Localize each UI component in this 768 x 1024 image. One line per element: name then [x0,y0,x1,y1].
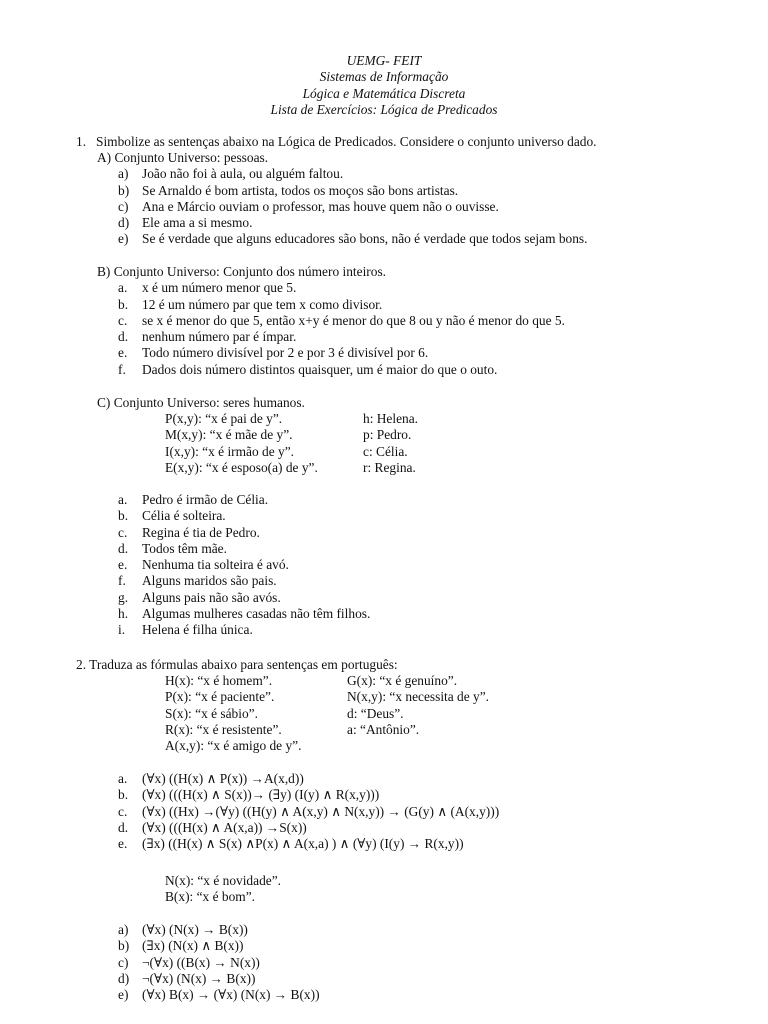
list-item: h. Algumas mulheres casadas não têm filhos. [118,606,371,622]
definition-row: I(x,y): “x é irmão de y”. c: Célia. [165,443,408,459]
list-item: d) Ele ama a si mesmo. [118,215,253,231]
list-item: e. Nenhuma tia solteira é avó. [118,557,289,573]
definition-row: B(x): “x é bom”. [165,889,255,905]
list-item: a) (∀x) (N(x) → B(x)) [118,922,248,937]
list-item: b. Célia é solteira. [118,508,226,524]
list-item: c) ¬(∀x) ((B(x) → N(x)) [118,954,260,970]
question-2 [76,657,398,673]
section-a [97,150,587,248]
subject-name: Lógica e Matemática Discreta [302,85,466,101]
list-item: e. (∃x) ((H(x) ∧ S(x) ∧P(x) ∧ A(x,a) ) ∧ (∀y) (I(y) → R(x,y)) [118,836,464,852]
predicate-definitions [165,873,281,906]
definition-row: E(x,y): “x é esposo(a) de y”. r: Regina. [165,459,416,475]
question-text: Simbolize as sentenças abaixo na Lógica de Predicados. Considere o conjunto universo dado. [96,134,597,149]
document-header [0,53,768,118]
section-c [97,395,305,411]
list-item: d) ¬(∀x) (N(x) → B(x)) [118,970,256,986]
document-title: Lista de Exercícios: Lógica de Predicados [270,101,498,117]
definition-row: A(x,y): “x é amigo de y”. [165,738,302,754]
section-title: A) Conjunto Universo: pessoas. [97,150,269,165]
definition-row: M(x,y): “x é mãe de y”. p: Pedro. [165,427,412,443]
definition-row: P(x,y): “x é pai de y”. h: Helena. [165,411,419,426]
list-item: b. 12 é um número par que tem x como divisor. [118,296,383,312]
list-item: a. x é um número menor que 5. [118,280,297,296]
list-item: e) Se é verdade que alguns educadores são bons, não é verdade que todos sejam bons. [118,231,588,247]
list-item: b) (∃x) (N(x) ∧ B(x)) [118,938,244,954]
predicate-definitions [165,673,490,754]
list-item: i. Helena é filha única. [118,622,253,638]
institution-name: UEMG- FEIT [346,53,422,68]
definition-row: R(x): “x é resistente”. a: “Antônio”. [165,721,420,737]
question-text: 2. Traduza as fórmulas abaixo para sentenças em português: [76,657,398,672]
list-item: c. (∀x) ((Hx) →(∀y) ((H(y) ∧ A(x,y) ∧ N(x,y)) → (G(y) ∧ (A(x,y))) [118,803,500,819]
course-name: Sistemas de Informação [319,69,449,85]
list-item: a) João não foi à aula, ou alguém faltou. [118,166,344,182]
list-item: c. se x é menor do que 5, então x+y é menor do que 8 ou y não é menor do que 5. [118,312,565,328]
list-item: a. (∀x) ((H(x) ∧ P(x)) →A(x,d)) [118,771,304,786]
list-item: f. Dados dois número distintos quaisquer, um é maior do que o outo. [118,361,498,377]
section-title: B) Conjunto Universo: Conjunto dos número inteiros. [97,264,387,279]
section-title: C) Conjunto Universo: seres humanos. [97,395,305,410]
section-b [97,264,565,378]
formula-list [118,922,320,1003]
list-item: d. (∀x) (((H(x) ∧ A(x,a)) →S(x)) [118,819,307,835]
predicate-definitions [165,411,419,476]
list-item: c) Ana e Márcio ouviam o professor, mas houve quem não o ouvisse. [118,198,499,214]
question-1 [76,134,597,150]
definition-row: H(x): “x é homem”. G(x): “x é genuíno”. [165,673,458,688]
definition-row: S(x): “x é sábio”. d: “Deus”. [165,705,404,721]
list-item: g. Alguns pais não são avós. [118,589,281,605]
section-c-items [118,492,370,639]
list-item: a. Pedro é irmão de Célia. [118,492,269,507]
question-number: 1. [76,134,87,149]
list-item: c. Regina é tia de Pedro. [118,524,260,540]
list-item: d. nenhum número par é ímpar. [118,329,297,345]
list-item: e. Todo número divisível por 2 e por 3 é divisível por 6. [118,345,429,361]
definition-row: P(x): “x é paciente”. N(x,y): “x necessita de y”. [165,689,490,705]
list-item: f. Alguns maridos são pais. [118,573,277,589]
list-item: b. (∀x) (((H(x) ∧ S(x))→ (∃y) (I(y) ∧ R(x,y))) [118,787,380,803]
list-item: d. Todos têm mãe. [118,540,227,556]
definition-row: N(x): “x é novidade”. [165,873,282,888]
formula-list [118,771,499,852]
list-item: e) (∀x) B(x) → (∀x) (N(x) → B(x)) [118,987,320,1003]
list-item: b) Se Arnaldo é bom artista, todos os moços são bons artistas. [118,182,459,198]
